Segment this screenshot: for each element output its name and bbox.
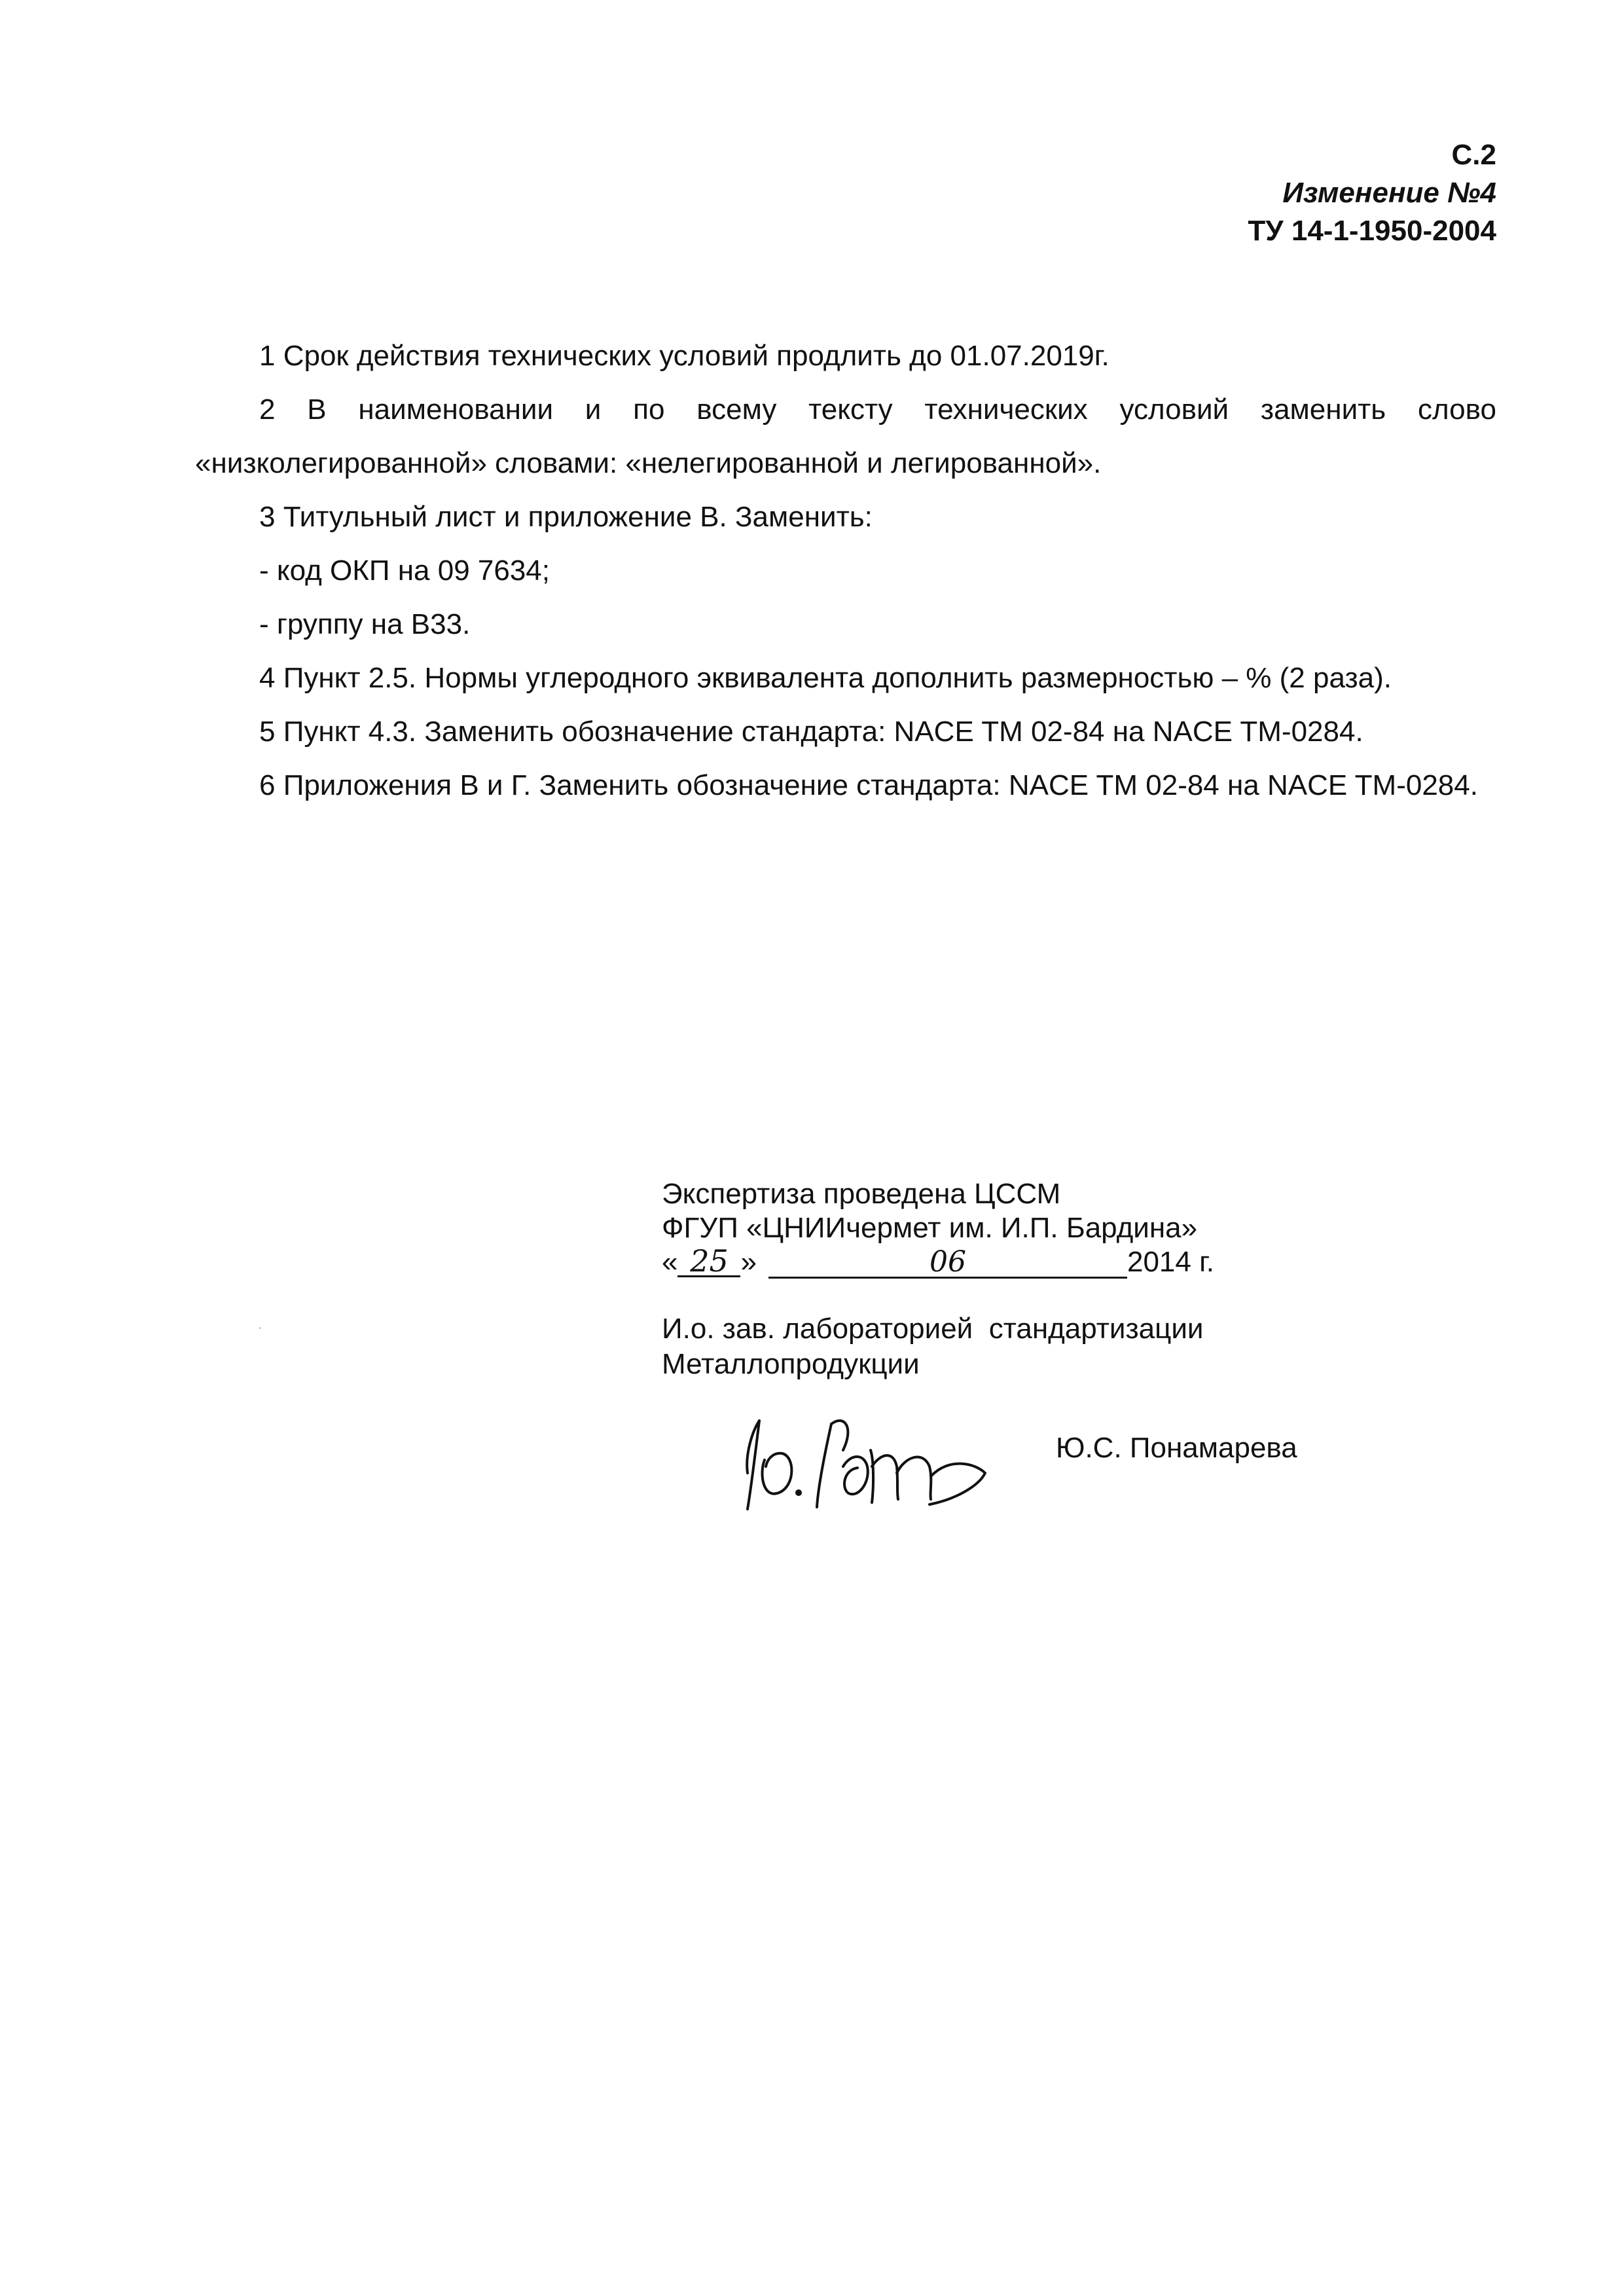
date-year: 2014 г. xyxy=(1127,1246,1214,1278)
amendment-body xyxy=(195,329,1496,812)
amendment-item-4: 4 Пункт 2.5. Нормы углеродного эквивалента дополнить размерностью – % (2 раза). xyxy=(259,662,1392,694)
amendment-subitem-okp: - код ОКП на 09 7634; xyxy=(259,555,550,587)
page-number: С.2 xyxy=(1451,139,1496,171)
position-line-2: Металлопродукции xyxy=(662,1348,920,1380)
expertise-block xyxy=(662,1177,1214,1282)
expertise-date xyxy=(662,1245,1214,1282)
scan-speck xyxy=(259,1327,261,1329)
handwritten-signature xyxy=(733,1394,995,1519)
spec-code: ТУ 14-1-1950-2004 xyxy=(1248,215,1496,247)
amendment-item-6: 6 Приложения В и Г. Заменить обозначение стандарта: NACE TM 02-84 на NACE TM-0284. xyxy=(259,769,1478,801)
date-close-quote: » xyxy=(740,1246,757,1278)
amendment-item-3: 3 Титульный лист и приложение В. Заменить: xyxy=(259,501,873,533)
date-open-quote: « xyxy=(662,1246,678,1278)
revision-title: Изменение №4 xyxy=(1282,177,1496,209)
date-day: 25 xyxy=(677,1247,740,1277)
amendment-item-1: 1 Срок действия технических условий продлить до 01.07.2019г. xyxy=(259,340,1110,372)
signer-position xyxy=(662,1311,1204,1382)
date-month: 06 xyxy=(768,1248,1127,1279)
expertise-line-1: Экспертиза проведена ЦССМ xyxy=(662,1178,1061,1210)
amendment-item-5: 5 Пункт 4.3. Заменить обозначение стандарта: NACE TM 02-84 на NACE TM-0284. xyxy=(259,716,1363,748)
position-line-1: И.о. зав. лабораторией стандартизации xyxy=(662,1313,1204,1345)
signer-name: Ю.С. Понамарева xyxy=(1056,1432,1297,1464)
page-header xyxy=(1248,136,1496,250)
expertise-line-2: ФГУП «ЦНИИчермет им. И.П. Бардина» xyxy=(662,1212,1198,1244)
amendment-item-2: 2 В наименовании и по всему тексту технических условий заменить слово «низколегированной» словами: «нелегированной и легированной». xyxy=(195,393,1496,479)
amendment-subitem-group: - группу на В33. xyxy=(259,608,471,640)
